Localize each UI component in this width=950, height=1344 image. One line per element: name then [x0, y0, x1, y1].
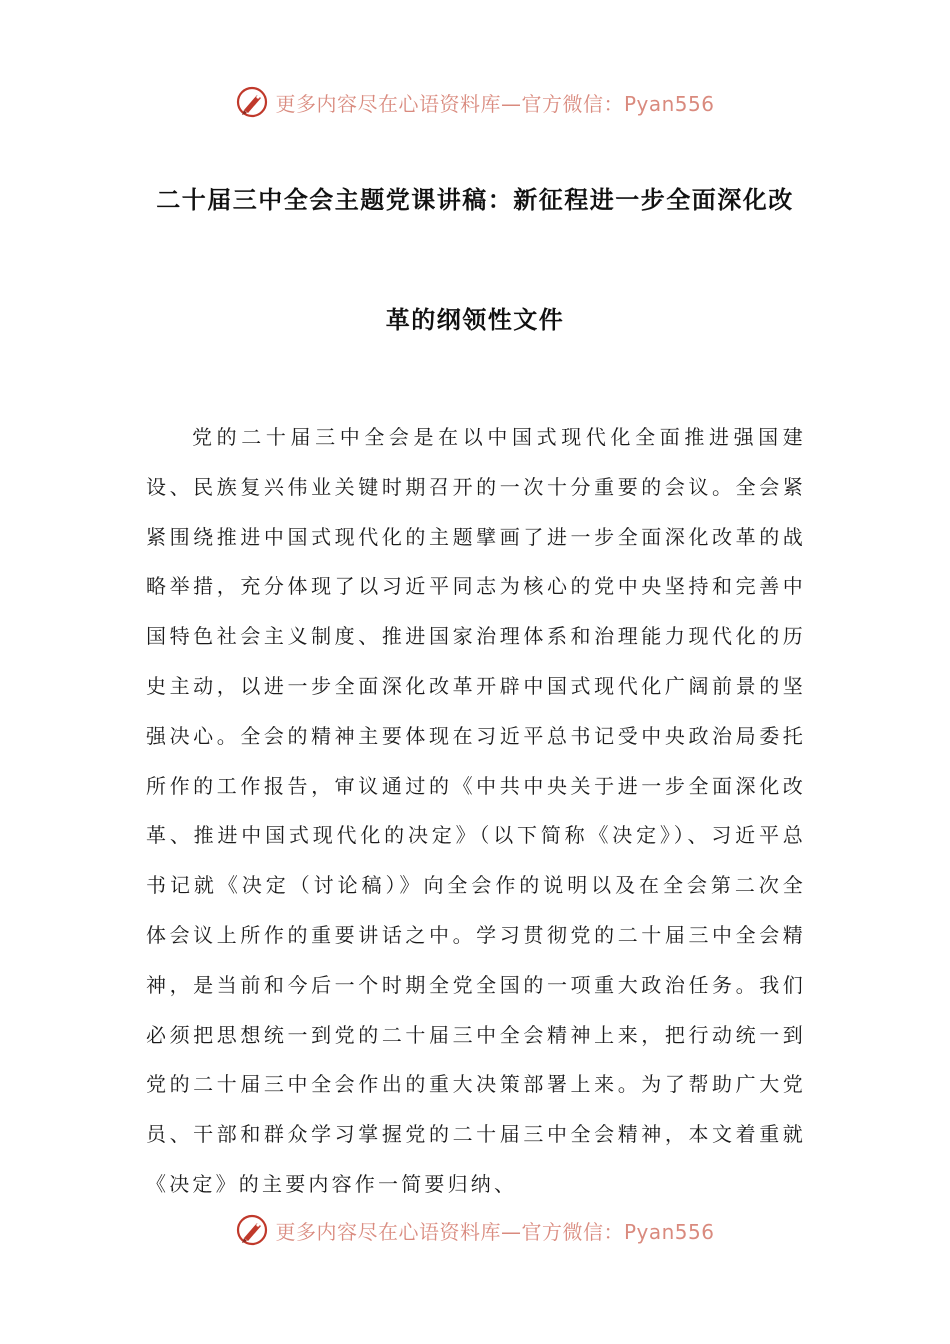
header-banner [0, 82, 950, 122]
document-title-line-2: 革的纲领性文件 [385, 306, 565, 334]
footer-banner-text: 更多内容尽在心语资料库—官方微信：Pyan556 [275, 1219, 715, 1244]
header-banner-text: 更多内容尽在心语资料库—官方微信：Pyan556 [275, 91, 715, 116]
document-title-line-1: 二十届三中全会主题党课讲稿：新征程进一步全面深化改 [156, 186, 794, 214]
pen-nib-logo-icon [235, 1213, 269, 1247]
footer-banner [0, 1210, 950, 1250]
body-paragraph: 党的二十届三中全会是在以中国式现代化全面推进强国建设、民族复兴伟业关键时期召开的一次十分重要的会议。全会紧紧围绕推进中国式现代化的主题擘画了进一步全面深化改革的战略举措，充分体现了以习近平同志为核心的党中央坚持和完善中国特色社会主义制度、推进国家治理体系和治理能力现代化的历史主动，以进一步全面深化改革开辟中国式现代化广阔前景的坚强决心。全会的精神主要体现在习近平总书记受中央政治局委托所作的工作报告，审议通过的《中共中央关于进一步全面深化改革、推进中国式现代化的决定》（以下简称《决定》）、习近平总书记就《决定（讨论稿）》向全会作的说明以及在全会第二次全体会议上所作的重要讲话之中。学习贯彻党的二十届三中全会精神，是当前和今后一个时期全党全国的一项重大政治任务。我们必须把思想统一到党的二十届三中全会精神上来，把行动统一到党的二十届三中全会作出的重大决策部署上来。为了帮助广大党员、干部和群众学习掌握党的二十届三中全会精神，本文着重就《决定》的主要内容作一简要归纳、 [146, 425, 806, 1196]
pen-nib-logo-icon [235, 85, 269, 119]
